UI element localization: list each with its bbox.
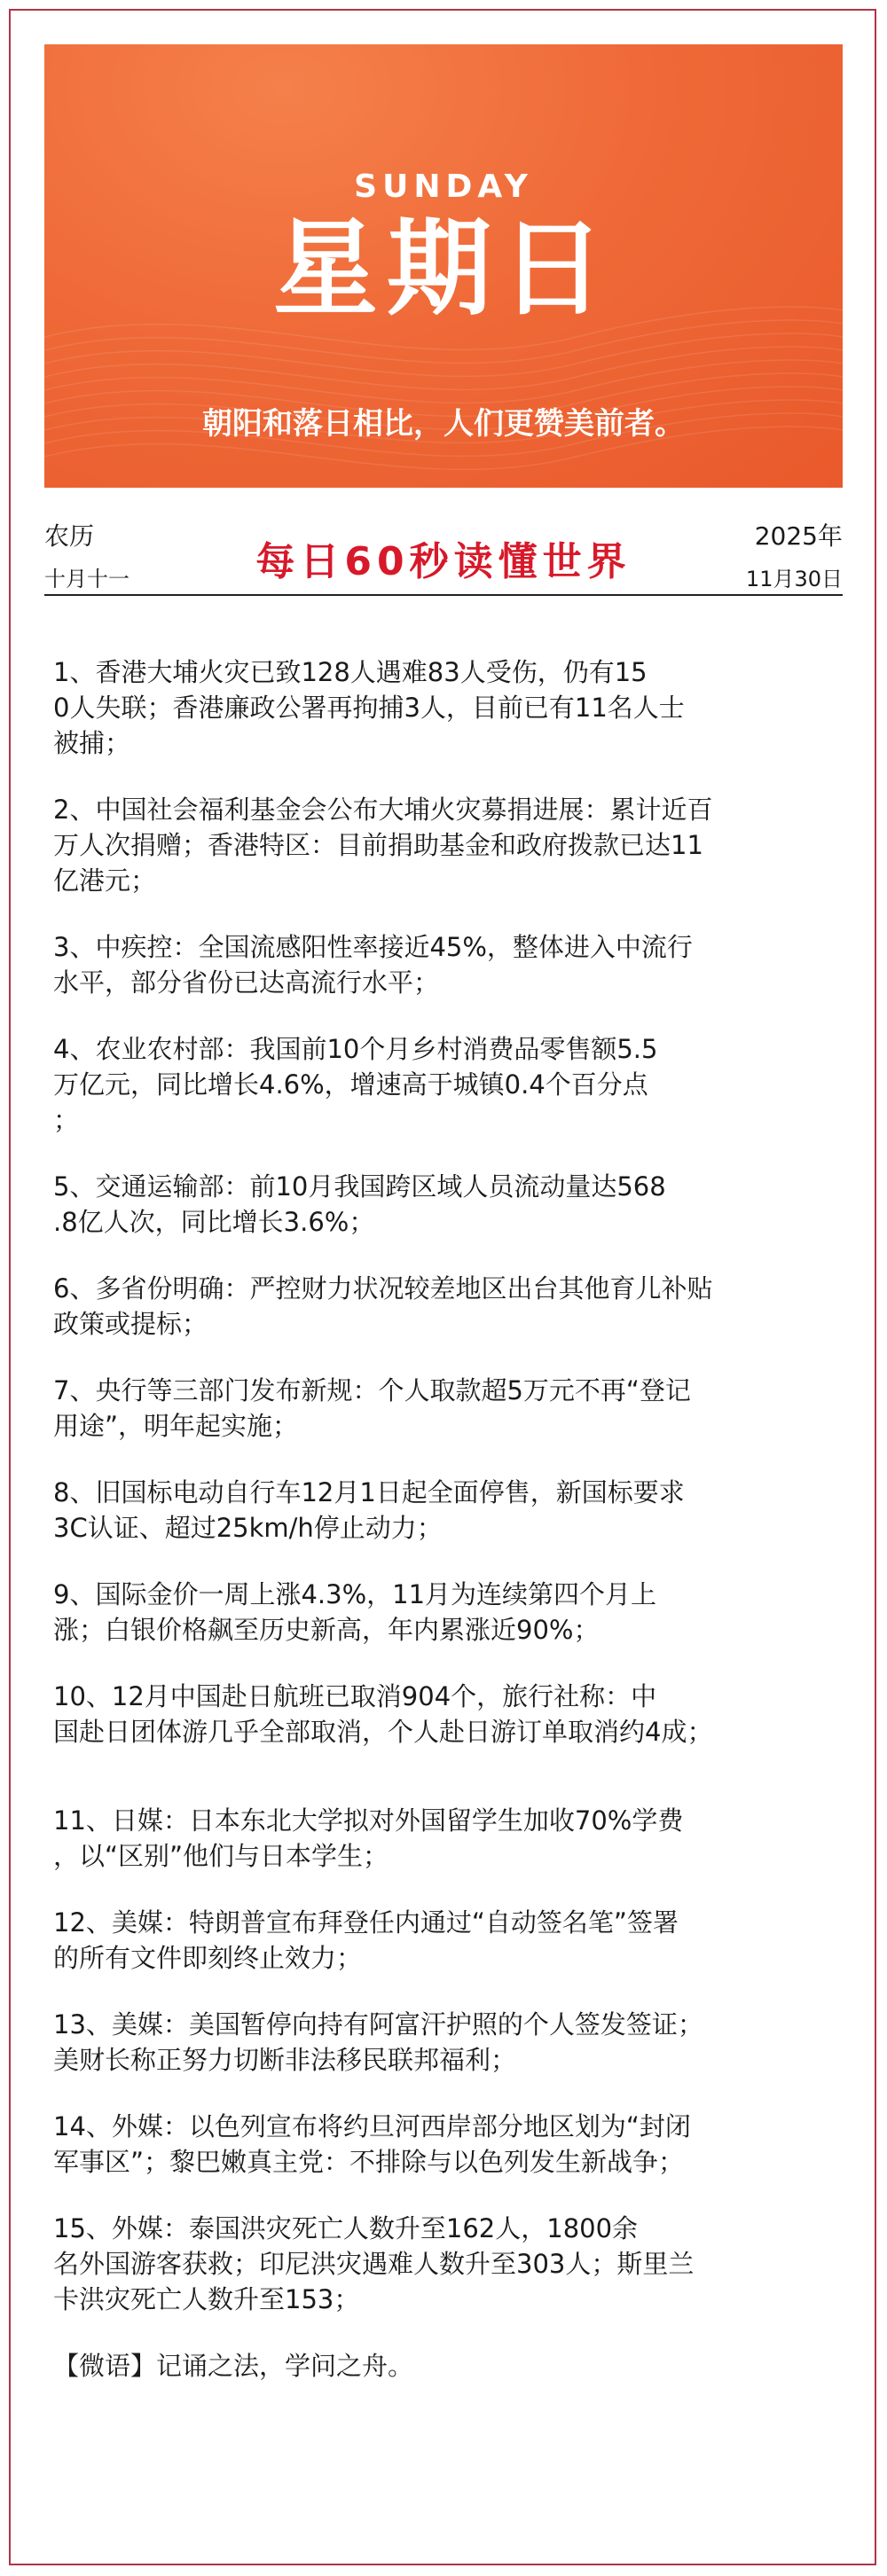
lunar-label: 农历 — [44, 521, 95, 551]
page-title: 每日60秒读懂世界 — [255, 539, 632, 584]
news-item-12: 12、美媒：特朗普宣布拜登任内通过“自动签名笔”签署 的所有文件即刻终止效力； — [53, 1907, 679, 1973]
day-english: SUNDAY — [354, 168, 533, 205]
news-item-13: 13、美媒：美国暂停向持有阿富汗护照的个人签发签证； 美财长称正努力切断非法移民联邦福利； — [53, 2009, 703, 2075]
lunar-date: 十月十一 — [44, 567, 130, 591]
news-item-5: 5、交通运输部：前10月我国跨区域人员流动量达568 .8亿人次，同比增长3.6%； — [53, 1171, 666, 1237]
daily-quote: 【微语】记诵之法，学问之舟。 — [53, 2351, 414, 2381]
news-item-1: 1、香港大埔火灾已致128人遇难83人受伤，仍有15 0人失联；香港廉政公署再拘捕3人，目前已有11名人士 被捕； — [53, 657, 685, 758]
banner-subtitle: 朝阳和落日相比，人们更赞美前者。 — [202, 406, 685, 442]
divider — [44, 594, 843, 596]
news-item-9: 9、国际金价一周上涨4.3%，11月为连续第四个月上 涨；白银价格飙至历史新高，年内累涨近90%； — [53, 1579, 657, 1645]
month-day-label: 11月30日 — [745, 567, 843, 591]
news-item-6: 6、多省份明确：严控财力状况较差地区出台其他育儿补贴 政策或提标； — [53, 1273, 713, 1339]
news-item-4: 4、农业农村部：我国前10个月乡村消费品零售额5.5 万亿元，同比增长4.6%，增速高于城镇0.4个百分点 ； — [53, 1034, 658, 1135]
news-item-11: 11、日媒：日本东北大学拟对外国留学生加收70%学费 ，以“区别”他们与日本学生； — [53, 1805, 684, 1871]
year-label: 2025年 — [754, 521, 843, 551]
header-banner — [44, 44, 843, 488]
news-item-8: 8、旧国标电动自行车12月1日起全面停售，新国标要求 3C认证、超过25km/h停止动力； — [53, 1477, 685, 1543]
news-item-2: 2、中国社会福利基金会公布大埔火灾募捐进展：累计近百 万人次捐赠；香港特区：目前捐助基金和政府拨款已达11 亿港元； — [53, 795, 713, 896]
news-item-7: 7、央行等三部门发布新规：个人取款超5万元不再“登记 用途”，明年起实施； — [53, 1375, 691, 1441]
news-item-15: 15、外媒：泰国洪灾死亡人数升至162人，1800余 名外国游客获救；印尼洪灾遇难人数升至303人；斯里兰 卡洪灾死亡人数升至153； — [53, 2213, 695, 2314]
day-chinese: 星期日 — [272, 207, 614, 330]
news-item-3: 3、中疾控：全国流感阳性率接近45%，整体进入中流行 水平，部分省份已达高流行水平； — [53, 932, 693, 998]
news-item-10: 10、12月中国赴日航班已取消904个，旅行社称：中 国赴日团体游几乎全部取消，个人赴日游订单取消约4成； — [53, 1681, 713, 1747]
date-row — [44, 510, 843, 599]
news-item-14: 14、外媒：以色列宣布将约旦河西岸部分地区划为“封闭 军事区”；黎巴嫩真主党：不排除与以色列发生新战争； — [53, 2111, 691, 2177]
